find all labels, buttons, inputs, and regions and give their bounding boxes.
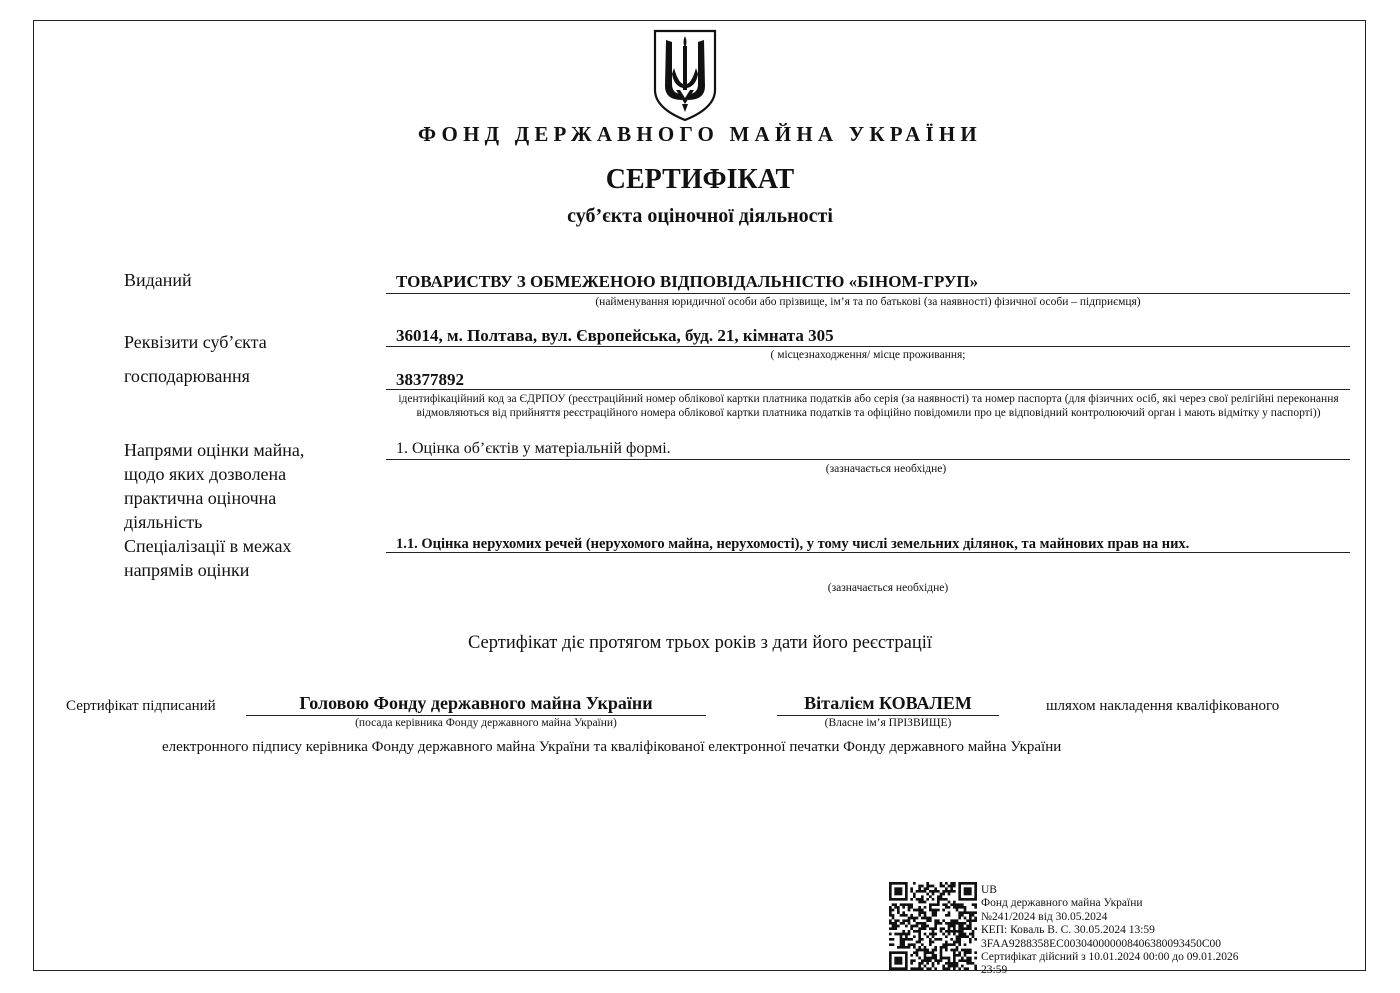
signer-name-note: (Власне ім’я ПРІЗВИЩЕ) — [824, 717, 952, 729]
code-note: ідентифікаційний код за ЄДРПОУ (реєстраційний номер облікової картки платника податків або серія (за наявності) та номер паспорта (для фізичних осіб, які через свої релігійні переконання відмовляються від прийняття реєстраційного номера облікової картки платника податків та офіційно повідомили про це відповідний контролюючий орган і мають відмітку у паспорті)) — [398, 393, 1339, 419]
sign-method-line1: шляхом накладення кваліфікованого — [1046, 698, 1280, 714]
requisites-label-line1: Реквізити суб’єкта — [124, 332, 267, 352]
specializations-label-line2: напрямів оцінки — [124, 560, 250, 580]
signed-by-label: Сертифікат підписаний — [66, 698, 216, 714]
issued-note: (найменування юридичної особи або прізвище, ім’я та по батькові (за наявності) фізичної особи – підприємця) — [595, 296, 1141, 308]
code-underline — [386, 389, 1350, 390]
fund-name: ФОНД ДЕРЖАВНОГО МАЙНА УКРАЇНИ — [418, 122, 982, 146]
directions-label-line4: діяльність — [124, 512, 203, 532]
qr-code-icon — [889, 882, 977, 970]
signer-position: Головою Фонду державного майна України — [299, 693, 653, 713]
directions-label-line2: щодо яких дозволена — [124, 464, 287, 484]
certificate-subtitle: суб’єкта оціночної діяльності — [567, 205, 833, 227]
coat-of-arms-icon — [652, 28, 718, 122]
validity-statement: Сертифікат діє протягом трьох років з дати його реєстрації — [467, 633, 933, 653]
stamp-line: №241/2024 від 30.05.2024 — [981, 910, 1108, 923]
issued-underline — [386, 293, 1350, 294]
stamp-line: 23:59 — [981, 964, 1008, 977]
address-note: ( місцезнаходження/ місце проживання; — [770, 349, 966, 361]
stamp-line: Сертифікат дійсний з 10.01.2024 00:00 до 09.01.2026 — [981, 951, 1239, 964]
electronic-stamp — [981, 884, 1238, 978]
signer-name-underline — [777, 715, 999, 716]
directions-label-line1: Напрями оцінки майна, — [124, 440, 305, 460]
stamp-line: 3FAA9288358EC003040000008406380093450C00 — [981, 937, 1222, 950]
issued-value: ТОВАРИСТВУ З ОБМЕЖЕНОЮ ВІДПОВІДАЛЬНІСТЮ «БІНОМ-ГРУП» — [396, 272, 979, 291]
address-value: 36014, м. Полтава, вул. Європейська, буд. 21, кімната 305 — [396, 326, 834, 345]
stamp-line: КЕП: Коваль В. С. 30.05.2024 13:59 — [981, 924, 1155, 937]
sign-method-line2: електронного підпису керівника Фонду державного майна України та кваліфікованої електронної печатки Фонду державного майна України — [162, 739, 1062, 755]
stamp-line: Фонд державного майна України — [981, 897, 1143, 910]
specializations-underline — [386, 552, 1350, 553]
address-underline — [386, 346, 1350, 347]
code-value: 38377892 — [396, 370, 464, 389]
directions-value: 1. Оцінка об’єктів у матеріальній формі. — [396, 440, 671, 457]
directions-underline — [386, 459, 1350, 460]
specializations-label-line1: Спеціалізації в межах — [124, 536, 292, 556]
signer-position-note: (посада керівника Фонду державного майна України) — [355, 717, 617, 729]
signer-position-underline — [246, 715, 706, 716]
specializations-note: (зазначається необхідне) — [827, 582, 949, 594]
directions-label-line3: практична оціночна — [124, 488, 277, 508]
issued-label: Виданий — [124, 270, 192, 290]
specializations-value: 1.1. Оцінка нерухомих речей (нерухомого майна, нерухомості), у тому числі земельних ділянок, та майнових прав на них. — [396, 536, 1190, 552]
stamp-line: UB — [981, 884, 997, 896]
signer-name: Віталієм КОВАЛЕМ — [804, 693, 972, 713]
directions-note: (зазначається необхідне) — [825, 463, 947, 475]
requisites-label-line2: господарювання — [124, 366, 250, 386]
certificate-title: СЕРТИФІКАТ — [605, 164, 795, 195]
